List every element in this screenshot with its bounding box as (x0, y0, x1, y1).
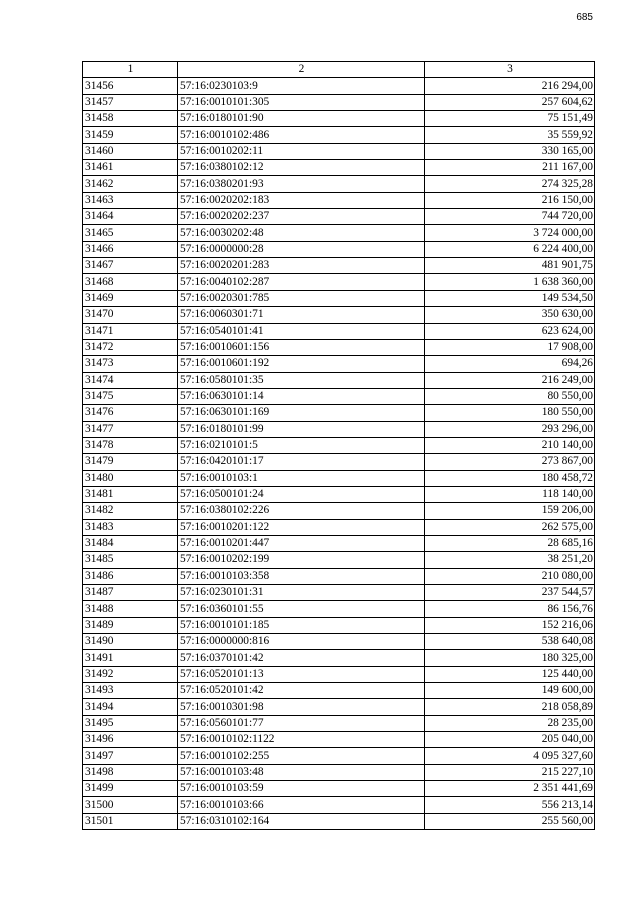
row-number-cell: 31467 (83, 258, 178, 274)
table-row (83, 405, 595, 421)
row-number-cell: 31459 (83, 127, 178, 143)
row-number-cell: 31466 (83, 241, 178, 257)
table-row (83, 503, 595, 519)
row-number-cell: 31456 (83, 78, 178, 94)
cadastral-id-cell: 57:16:0010103:358 (178, 568, 425, 584)
column-header-number: 1 (83, 62, 178, 78)
table-row (83, 732, 595, 748)
table-row (83, 176, 595, 192)
cadastral-id-cell: 57:16:0010202:199 (178, 552, 425, 568)
table-row (83, 683, 595, 699)
table-row (83, 699, 595, 715)
table-row (83, 715, 595, 731)
table-row (83, 634, 595, 650)
value-cell: 237 544,57 (425, 585, 595, 601)
row-number-cell: 31484 (83, 535, 178, 551)
cadastral-id-cell: 57:16:0500101:24 (178, 486, 425, 502)
cadastral-id-cell: 57:16:0230101:31 (178, 585, 425, 601)
cadastral-id-cell: 57:16:0560101:77 (178, 715, 425, 731)
value-cell: 210 140,00 (425, 437, 595, 453)
table-row (83, 111, 595, 127)
value-cell: 205 040,00 (425, 732, 595, 748)
column-header-value: 3 (425, 62, 595, 78)
value-cell: 210 080,00 (425, 568, 595, 584)
table-row (83, 160, 595, 176)
row-number-cell: 31486 (83, 568, 178, 584)
table-row (83, 781, 595, 797)
cadastral-id-cell: 57:16:0230103:9 (178, 78, 425, 94)
row-number-cell: 31468 (83, 274, 178, 290)
table-row (83, 192, 595, 208)
value-cell: 38 251,20 (425, 552, 595, 568)
table-row (83, 585, 595, 601)
table-body (83, 78, 595, 830)
cadastral-id-cell: 57:16:0040102:287 (178, 274, 425, 290)
cadastral-id-cell: 57:16:0010101:185 (178, 617, 425, 633)
value-cell: 218 058,89 (425, 699, 595, 715)
table-row (83, 666, 595, 682)
row-number-cell: 31493 (83, 683, 178, 699)
table-row (83, 241, 595, 257)
row-number-cell: 31488 (83, 601, 178, 617)
cadastral-id-cell: 57:16:0520101:42 (178, 683, 425, 699)
table-row (83, 470, 595, 486)
table-row (83, 356, 595, 372)
table-row (83, 339, 595, 355)
value-cell: 28 685,16 (425, 535, 595, 551)
row-number-cell: 31483 (83, 519, 178, 535)
value-cell: 211 167,00 (425, 160, 595, 176)
row-number-cell: 31475 (83, 388, 178, 404)
row-number-cell: 31500 (83, 797, 178, 813)
value-cell: 75 151,49 (425, 111, 595, 127)
row-number-cell: 31461 (83, 160, 178, 176)
cadastral-id-cell: 57:16:0540101:41 (178, 323, 425, 339)
cadastral-id-cell: 57:16:0580101:35 (178, 372, 425, 388)
table-row (83, 290, 595, 306)
row-number-cell: 31465 (83, 225, 178, 241)
cadastral-id-cell: 57:16:0380201:93 (178, 176, 425, 192)
cadastral-id-cell: 57:16:0630101:14 (178, 388, 425, 404)
cadastral-id-cell: 57:16:0010103:59 (178, 781, 425, 797)
row-number-cell: 31490 (83, 634, 178, 650)
row-number-cell: 31473 (83, 356, 178, 372)
value-cell: 149 600,00 (425, 683, 595, 699)
value-cell: 744 720,00 (425, 209, 595, 225)
table-row (83, 535, 595, 551)
table-row (83, 650, 595, 666)
cadastral-id-cell: 57:16:0630101:169 (178, 405, 425, 421)
value-cell: 330 165,00 (425, 143, 595, 159)
value-cell: 180 458,72 (425, 470, 595, 486)
table-row (83, 486, 595, 502)
cadastral-id-cell: 57:16:0000000:816 (178, 634, 425, 650)
row-number-cell: 31464 (83, 209, 178, 225)
table-row (83, 813, 595, 829)
cadastral-id-cell: 57:16:0010102:255 (178, 748, 425, 764)
row-number-cell: 31495 (83, 715, 178, 731)
value-cell: 2 351 441,69 (425, 781, 595, 797)
table-row (83, 388, 595, 404)
row-number-cell: 31457 (83, 94, 178, 110)
value-cell: 118 140,00 (425, 486, 595, 502)
cadastral-id-cell: 57:16:0020202:237 (178, 209, 425, 225)
value-cell: 216 294,00 (425, 78, 595, 94)
value-cell: 35 559,92 (425, 127, 595, 143)
value-cell: 350 630,00 (425, 307, 595, 323)
row-number-cell: 31478 (83, 437, 178, 453)
row-number-cell: 31497 (83, 748, 178, 764)
cadastral-id-cell: 57:16:0010601:192 (178, 356, 425, 372)
value-cell: 273 867,00 (425, 454, 595, 470)
value-cell: 262 575,00 (425, 519, 595, 535)
value-cell: 3 724 000,00 (425, 225, 595, 241)
cadastral-id-cell: 57:16:0020202:183 (178, 192, 425, 208)
cadastral-id-cell: 57:16:0010101:305 (178, 94, 425, 110)
cadastral-id-cell: 57:16:0180101:99 (178, 421, 425, 437)
page-number: 685 (576, 12, 593, 23)
row-number-cell: 31474 (83, 372, 178, 388)
table-row (83, 225, 595, 241)
row-number-cell: 31472 (83, 339, 178, 355)
row-number-cell: 31498 (83, 764, 178, 780)
value-cell: 293 296,00 (425, 421, 595, 437)
cadastral-id-cell: 57:16:0010301:98 (178, 699, 425, 715)
row-number-cell: 31460 (83, 143, 178, 159)
cadastral-id-cell: 57:16:0180101:90 (178, 111, 425, 127)
table-row (83, 552, 595, 568)
table-row (83, 209, 595, 225)
row-number-cell: 31477 (83, 421, 178, 437)
value-cell: 556 213,14 (425, 797, 595, 813)
cadastral-id-cell: 57:16:0010102:486 (178, 127, 425, 143)
row-number-cell: 31491 (83, 650, 178, 666)
row-number-cell: 31492 (83, 666, 178, 682)
row-number-cell: 31469 (83, 290, 178, 306)
cadastral-id-cell: 57:16:0010201:447 (178, 535, 425, 551)
cadastral-id-cell: 57:16:0010103:48 (178, 764, 425, 780)
cadastral-id-cell: 57:16:0370101:42 (178, 650, 425, 666)
value-cell: 1 638 360,00 (425, 274, 595, 290)
column-header-cadastral-id: 2 (178, 62, 425, 78)
table-row (83, 307, 595, 323)
value-cell: 481 901,75 (425, 258, 595, 274)
table-row (83, 617, 595, 633)
value-cell: 694,26 (425, 356, 595, 372)
cadastral-id-cell: 57:16:0010601:156 (178, 339, 425, 355)
value-cell: 538 640,08 (425, 634, 595, 650)
cadastral-id-cell: 57:16:0020201:283 (178, 258, 425, 274)
row-number-cell: 31481 (83, 486, 178, 502)
cadastral-id-cell: 57:16:0360101:55 (178, 601, 425, 617)
cadastral-id-cell: 57:16:0420101:17 (178, 454, 425, 470)
table-row (83, 323, 595, 339)
cadastral-id-cell: 57:16:0010103:66 (178, 797, 425, 813)
table-row (83, 519, 595, 535)
table-row (83, 421, 595, 437)
value-cell: 180 550,00 (425, 405, 595, 421)
value-cell: 216 150,00 (425, 192, 595, 208)
cadastral-id-cell: 57:16:0010202:11 (178, 143, 425, 159)
row-number-cell: 31470 (83, 307, 178, 323)
row-number-cell: 31462 (83, 176, 178, 192)
cadastral-id-cell: 57:16:0010102:1122 (178, 732, 425, 748)
cadastral-id-cell: 57:16:0310102:164 (178, 813, 425, 829)
row-number-cell: 31494 (83, 699, 178, 715)
table-row (83, 274, 595, 290)
value-cell: 152 216,06 (425, 617, 595, 633)
cadastral-id-cell: 57:16:0210101:5 (178, 437, 425, 453)
row-number-cell: 31463 (83, 192, 178, 208)
table-row (83, 372, 595, 388)
row-number-cell: 31489 (83, 617, 178, 633)
cadastral-value-table (82, 61, 595, 830)
row-number-cell: 31485 (83, 552, 178, 568)
cadastral-id-cell: 57:16:0380102:226 (178, 503, 425, 519)
value-cell: 86 156,76 (425, 601, 595, 617)
row-number-cell: 31476 (83, 405, 178, 421)
value-cell: 4 095 327,60 (425, 748, 595, 764)
row-number-cell: 31479 (83, 454, 178, 470)
table-row (83, 454, 595, 470)
row-number-cell: 31501 (83, 813, 178, 829)
row-number-cell: 31487 (83, 585, 178, 601)
table-row (83, 78, 595, 94)
cadastral-id-cell: 57:16:0060301:71 (178, 307, 425, 323)
value-cell: 215 227,10 (425, 764, 595, 780)
table-row (83, 143, 595, 159)
row-number-cell: 31471 (83, 323, 178, 339)
value-cell: 623 624,00 (425, 323, 595, 339)
table-row (83, 258, 595, 274)
table-header (83, 62, 595, 78)
table-row (83, 748, 595, 764)
row-number-cell: 31482 (83, 503, 178, 519)
table-row (83, 764, 595, 780)
table-row (83, 437, 595, 453)
cadastral-id-cell: 57:16:0010201:122 (178, 519, 425, 535)
value-cell: 149 534,50 (425, 290, 595, 306)
row-number-cell: 31499 (83, 781, 178, 797)
value-cell: 274 325,28 (425, 176, 595, 192)
value-cell: 257 604,62 (425, 94, 595, 110)
value-cell: 125 440,00 (425, 666, 595, 682)
value-cell: 17 908,00 (425, 339, 595, 355)
table-row (83, 127, 595, 143)
row-number-cell: 31480 (83, 470, 178, 486)
table-row (83, 568, 595, 584)
cadastral-id-cell: 57:16:0020301:785 (178, 290, 425, 306)
value-cell: 80 550,00 (425, 388, 595, 404)
value-cell: 255 560,00 (425, 813, 595, 829)
table-row (83, 797, 595, 813)
row-number-cell: 31458 (83, 111, 178, 127)
cadastral-id-cell: 57:16:0030202:48 (178, 225, 425, 241)
cadastral-id-cell: 57:16:0000000:28 (178, 241, 425, 257)
row-number-cell: 31496 (83, 732, 178, 748)
header-row (83, 62, 595, 78)
cadastral-id-cell: 57:16:0520101:13 (178, 666, 425, 682)
value-cell: 159 206,00 (425, 503, 595, 519)
cadastral-id-cell: 57:16:0010103:1 (178, 470, 425, 486)
value-cell: 6 224 400,00 (425, 241, 595, 257)
value-cell: 180 325,00 (425, 650, 595, 666)
value-cell: 28 235,00 (425, 715, 595, 731)
cadastral-id-cell: 57:16:0380102:12 (178, 160, 425, 176)
table-row (83, 601, 595, 617)
table-row (83, 94, 595, 110)
value-cell: 216 249,00 (425, 372, 595, 388)
